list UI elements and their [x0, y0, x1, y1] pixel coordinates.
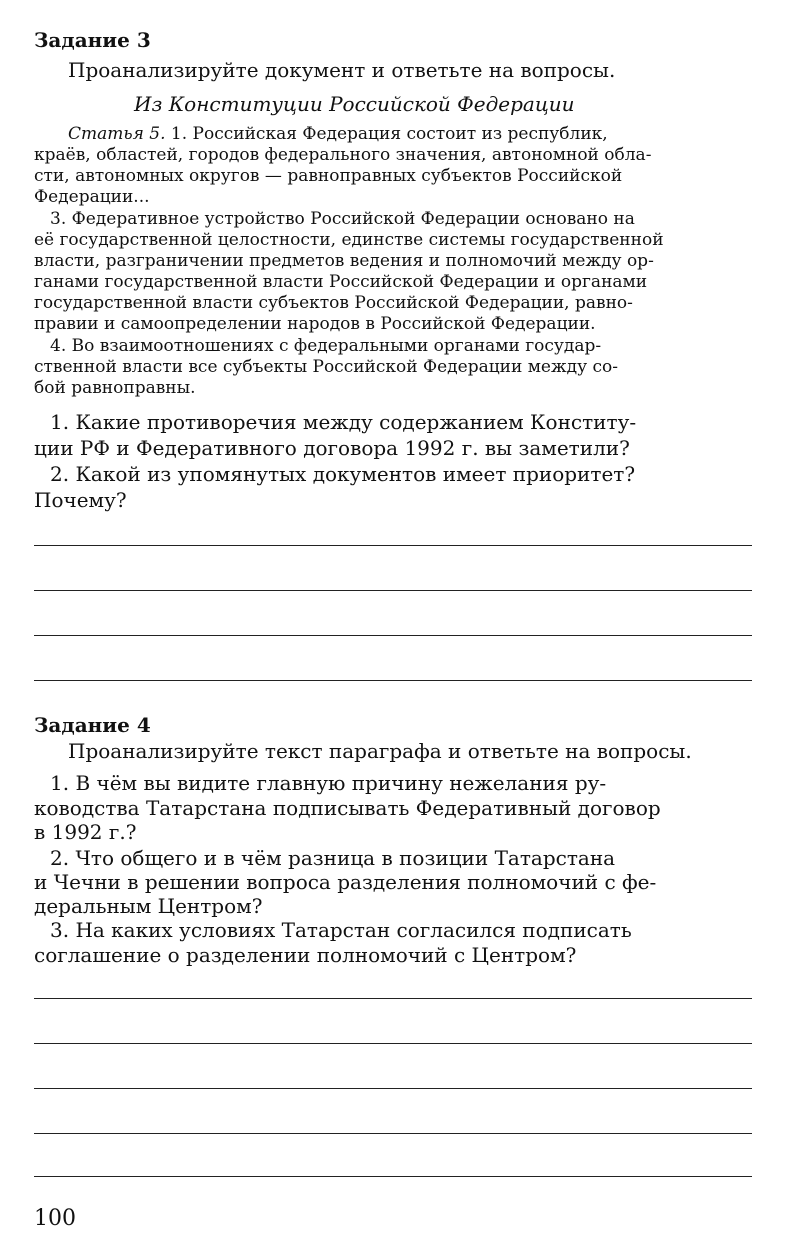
article-line: 3. Федеративное устройство Российской Федерации основано на	[50, 209, 635, 229]
article-line: власти, разграничении предметов ведения и полномочий между ор-	[34, 251, 654, 271]
article-line: её государственной целостности, единстве системы государственной	[34, 230, 664, 250]
answer-line	[34, 590, 752, 591]
answer-line	[34, 1088, 752, 1089]
question-line: ции РФ и Федеративного договора 1992 г. вы заметили?	[34, 436, 630, 460]
task3-instruction: Проанализируйте документ и ответьте на вопросы.	[68, 58, 616, 82]
question-line: в 1992 г.?	[34, 820, 137, 844]
question-line: 2. Какой из упомянутых документов имеет приоритет?	[50, 462, 636, 486]
answer-line	[34, 680, 752, 681]
question-line: 1. Какие противоречия между содержанием Конститу-	[50, 410, 637, 434]
task4-instruction: Проанализируйте текст параграфа и ответьте на вопросы.	[68, 739, 692, 763]
article-first-line	[68, 124, 608, 144]
article-line: 1. Российская Федерация состоит из республик,	[165, 124, 608, 144]
task3-title: Задание 3	[34, 28, 151, 52]
article-label: Статья 5.	[68, 124, 166, 144]
question-line: и Чечни в решении вопроса разделения полномочий с фе-	[34, 870, 657, 894]
question-line: ководства Татарстана подписывать Федеративный договор	[34, 796, 661, 820]
page-number: 100	[34, 1206, 76, 1231]
article-line: краёв, областей, городов федерального значения, автономной обла-	[34, 145, 652, 165]
answer-line	[34, 1043, 752, 1044]
answer-line	[34, 1176, 752, 1177]
question-line: 1. В чём вы видите главную причину нежелания ру-	[50, 771, 607, 795]
question-line: соглашение о разделении полномочий с Центром?	[34, 943, 577, 967]
article-line: Федерации...	[34, 187, 150, 207]
article-line: государственной власти субъектов Российской Федерации, равно-	[34, 293, 633, 313]
article-line: ганами государственной власти Российской Федерации и органами	[34, 272, 648, 292]
article-line: ственной власти все субъекты Российской Федерации между со-	[34, 357, 619, 377]
article-line: правии и самоопределении народов в Российской Федерации.	[34, 314, 596, 334]
document-title: Из Конституции Российской Федерации	[134, 92, 575, 116]
question-line: 3. На каких условиях Татарстан согласился подписать	[50, 918, 632, 942]
question-line: 2. Что общего и в чём разница в позиции Татарстана	[50, 846, 616, 870]
article-line: сти, автономных округов — равноправных субъектов Российской	[34, 166, 623, 186]
answer-line	[34, 545, 752, 546]
answer-line	[34, 635, 752, 636]
task4-title: Задание 4	[34, 713, 151, 737]
answer-line	[34, 1133, 752, 1134]
question-line: деральным Центром?	[34, 894, 263, 918]
article-line: бой равноправны.	[34, 378, 196, 398]
answer-line	[34, 998, 752, 999]
question-line: Почему?	[34, 488, 127, 512]
article-line: 4. Во взаимоотношениях с федеральными органами государ-	[50, 336, 602, 356]
